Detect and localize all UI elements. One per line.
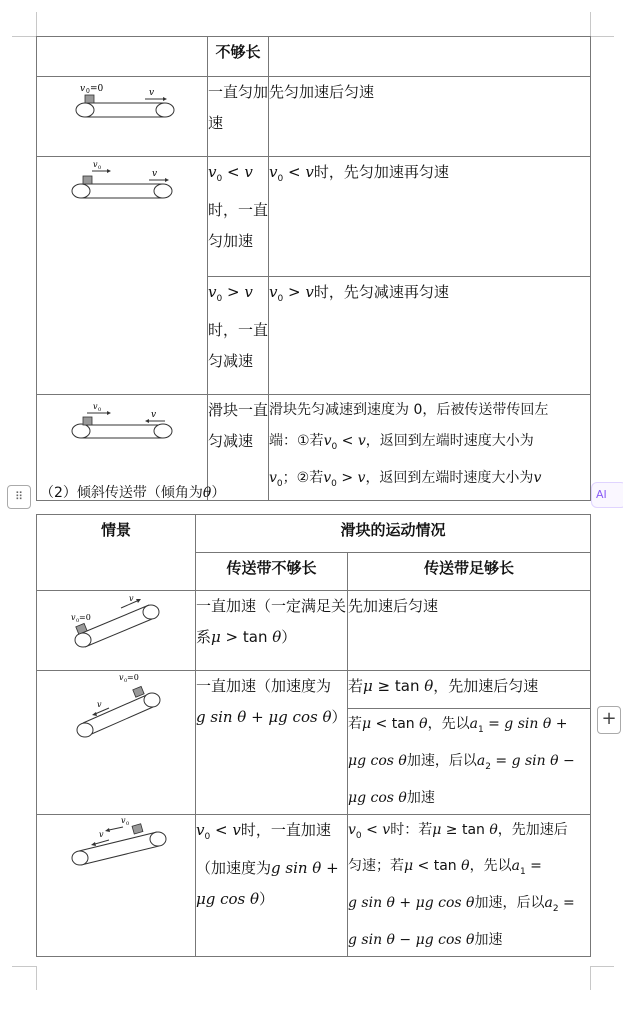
svg-text:v: v	[93, 160, 98, 169]
crop-mark	[36, 966, 37, 990]
add-row-button[interactable]: +	[597, 706, 621, 734]
cell-v0-greater-v: $v_0 > v$时，一直匀减速	[208, 277, 269, 395]
svg-text:0: 0	[124, 678, 128, 684]
cell-mu-ge-tan: 若μ ≥ tan θ，先加速后匀速	[348, 671, 591, 709]
svg-text:v: v	[151, 410, 157, 420]
crop-mark	[590, 12, 591, 36]
svg-text:v: v	[80, 84, 86, 94]
diagram-cell	[37, 814, 196, 956]
svg-text:0: 0	[98, 407, 102, 413]
diagram-cell	[37, 77, 208, 157]
cell-v0-less-v: $v_0 < v$时，一直匀加速	[208, 157, 269, 277]
svg-text:=0: =0	[127, 673, 139, 682]
svg-text:=0: =0	[90, 84, 104, 94]
crop-mark	[590, 36, 614, 37]
cell-v0-less-v-result: $v_0 < v$时，先匀加速再匀速	[269, 157, 591, 277]
diagram-cell	[37, 157, 208, 395]
cell-v0-less-v-accelerate: $v_0 < v$时，一直加速 （加速度为g sin θ + μg cos θ）	[196, 814, 348, 956]
svg-text:v: v	[121, 815, 126, 825]
blank-cell	[269, 37, 591, 77]
section-heading: （2）倾斜传送带（倾角为θ）	[40, 485, 226, 501]
inclined-belt-diagram	[37, 671, 196, 751]
svg-text:v: v	[129, 594, 134, 603]
diagram-cell	[37, 591, 196, 671]
cell-always-accelerate-accel: 一直加速（加速度为 g sin θ + μg cos θ）	[196, 671, 348, 815]
crop-mark	[590, 966, 591, 990]
header-belt-long: 传送带足够长	[348, 553, 591, 591]
inclined-belt-diagram	[37, 815, 196, 885]
belt-diagram	[37, 77, 208, 145]
cell-accelerate-all: 一直匀加速	[208, 77, 269, 157]
inclined-belt-table	[36, 514, 591, 957]
crop-mark	[36, 12, 37, 36]
svg-text:v: v	[99, 829, 104, 839]
horizontal-belt-table	[36, 36, 591, 501]
svg-text:v: v	[119, 673, 124, 682]
crop-mark	[12, 966, 36, 967]
header-not-long: 不够长	[208, 37, 269, 77]
svg-text:0: 0	[98, 165, 102, 171]
belt-diagram	[37, 395, 208, 455]
cell-v0-greater-v-result: $v_0 > v$时，先匀减速再匀速	[269, 277, 591, 395]
cell-mu-lt-tan: 若μ < tan θ，先以$a_1 = g$ sin θ + μg cos θ加速，后以$a_2 = g$ sin θ − μg cos θ加速	[348, 709, 591, 815]
belt-diagram	[37, 157, 208, 237]
svg-text:v: v	[149, 88, 155, 98]
svg-text:0: 0	[126, 820, 130, 827]
blank-cell	[37, 37, 208, 77]
crop-mark	[12, 36, 36, 37]
svg-text:0: 0	[86, 88, 90, 95]
svg-text:=0: =0	[79, 613, 91, 622]
svg-text:v: v	[152, 169, 158, 179]
cell-accelerate-then-uniform: 先匀加速后匀速	[269, 77, 591, 157]
diagram-cell	[37, 671, 196, 815]
cell-v0-less-v-cases: $v_0 < v$时：若μ ≥ tan θ，先加速后 匀速；若μ < tan θ，先以$a_1$ = g sin θ + μg cos θ加速，后以$a_2$ = g sin θ − μg cos θ加速	[348, 814, 591, 956]
svg-text:v: v	[71, 613, 76, 622]
header-belt-not-long: 传送带不够长	[196, 553, 348, 591]
svg-text:v: v	[97, 700, 102, 709]
cell-returned-to-left: 滑块先匀减速到速度为 0，后被传送带传回左 端：①若$v_0 < v$，返回到左端时速度大小为 $v_0$；②若$v_0 > v$，返回到左端时速度大小为v	[269, 395, 591, 501]
crop-mark	[590, 966, 614, 967]
ai-assistant-button[interactable]: AI	[591, 482, 623, 508]
header-scenario: 情景	[37, 515, 196, 591]
header-motion: 滑块的运动情况	[196, 515, 591, 553]
cell-always-accelerate: 一直加速（一定满足关系μ > tan θ）	[196, 591, 348, 671]
cell-decelerate-all: 滑块一直匀减速	[208, 395, 269, 501]
cell-accelerate-then-uniform: 先加速后匀速	[348, 591, 591, 671]
svg-text:v: v	[93, 402, 98, 411]
drag-handle-icon[interactable]: ⠿	[7, 485, 31, 509]
svg-text:0: 0	[76, 618, 80, 624]
inclined-belt-diagram	[37, 591, 196, 659]
